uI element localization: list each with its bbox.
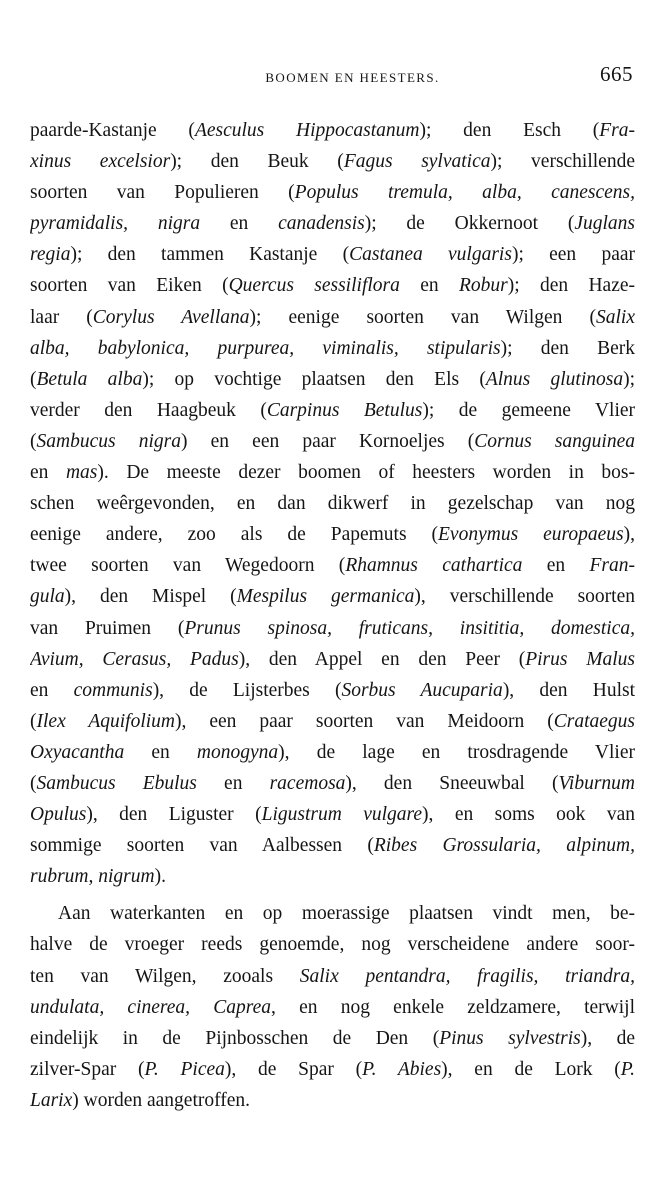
text-line xyxy=(30,302,635,333)
text-line xyxy=(30,1054,635,1085)
text-line xyxy=(30,961,635,992)
text-run: soorten van Eiken ( xyxy=(30,275,229,297)
text-run: paarde-Kastanje ( xyxy=(30,120,195,141)
text-run: en xyxy=(124,741,197,763)
text-run: ), verschillende soorten xyxy=(414,586,635,608)
italic-term: Fran- xyxy=(589,555,635,577)
text-line xyxy=(30,706,635,737)
text-line xyxy=(30,581,635,612)
italic-term: Carpinus Betulus xyxy=(266,399,423,421)
text-line xyxy=(30,799,635,830)
text-run: schen weêrgevonden, en dan dikwerf in gezelschap van nog xyxy=(30,493,635,515)
italic-term: Ligustrum vulgare xyxy=(261,804,423,826)
text-run: ). xyxy=(154,866,166,888)
text-run: ), xyxy=(623,524,635,546)
italic-term: Fagus sylvatica xyxy=(343,151,491,173)
italic-term: Crataegus xyxy=(553,710,635,732)
text-run: Aan waterkanten en op moerassige plaatsen vindt men, be- xyxy=(58,903,635,925)
text-line xyxy=(30,550,635,581)
text-run: en xyxy=(30,462,66,484)
italic-term: rubrum, nigrum xyxy=(30,866,155,888)
text-line xyxy=(30,177,635,208)
italic-term: Fra- xyxy=(599,120,635,141)
italic-term: Prunus spinosa, fruticans, insititia, domestica, xyxy=(184,617,635,639)
running-title: BOOMEN EN HEESTERS. xyxy=(265,70,440,85)
italic-term: P. xyxy=(620,1058,635,1080)
text-line xyxy=(30,395,635,426)
text-run: ); den Haze- xyxy=(507,275,635,297)
italic-term: Betula alba xyxy=(36,368,143,390)
text-line xyxy=(30,737,635,768)
text-line xyxy=(30,830,635,861)
italic-term: Sambucus Ebulus xyxy=(36,772,197,794)
italic-term: Castanea vulgaris xyxy=(349,244,512,266)
text-run: zilver-Spar ( xyxy=(30,1058,145,1080)
italic-term: alba, babylonica, purpurea, viminalis, stipularis xyxy=(30,337,501,359)
text-run: en xyxy=(522,555,590,577)
text-run: ( xyxy=(30,772,37,794)
text-run: ). De meeste dezer boomen of heesters worden in bos- xyxy=(97,462,635,484)
italic-term: Pinus sylvestris xyxy=(439,1027,581,1049)
text-line xyxy=(30,364,635,395)
text-run: eindelijk in de Pijnbosschen de Den ( xyxy=(30,1027,440,1049)
italic-term: canadensis xyxy=(278,213,365,235)
text-run: ), den Liguster ( xyxy=(86,804,262,826)
text-run: ( xyxy=(30,368,37,390)
text-run: en xyxy=(200,213,279,235)
italic-term: Rhamnus cathartica xyxy=(345,555,523,577)
text-line xyxy=(30,1085,635,1116)
text-line xyxy=(30,333,635,364)
text-line xyxy=(30,1023,635,1054)
text-run: ), de lage en trosdragende Vlier xyxy=(278,741,635,763)
italic-term: Quercus sessiliflora xyxy=(228,275,400,297)
text-run: ), de Spar ( xyxy=(224,1058,363,1080)
text-run: ); eenige soorten van Wilgen ( xyxy=(249,306,596,328)
text-line xyxy=(30,519,635,550)
text-line xyxy=(30,115,635,146)
text-run: en xyxy=(30,679,74,701)
text-line xyxy=(30,457,635,488)
text-run: van Pruimen ( xyxy=(30,617,185,639)
text-run: ) worden aangetroffen. xyxy=(72,1089,251,1111)
italic-term: gula xyxy=(30,586,65,608)
paragraph-trees-list xyxy=(30,115,635,892)
text-run: ); den Berk xyxy=(500,337,635,359)
italic-term: Robur xyxy=(458,275,508,297)
italic-term: Corylus Avellana xyxy=(92,306,250,328)
text-run: ), den Hulst xyxy=(502,679,635,701)
text-line xyxy=(30,768,635,799)
italic-term: monogyna xyxy=(196,741,279,763)
italic-term: Pirus Malus xyxy=(525,648,635,670)
italic-term: Sorbus Aucuparia xyxy=(341,679,503,701)
text-line xyxy=(30,270,635,301)
text-run: ), de xyxy=(580,1027,635,1049)
text-run: ); den Esch ( xyxy=(419,120,600,141)
text-run: ); verschillende xyxy=(490,151,635,173)
running-head xyxy=(32,62,633,90)
text-run: ), den Appel en den Peer ( xyxy=(238,648,526,670)
text-run: soorten van Populieren ( xyxy=(30,182,295,204)
text-run: twee soorten van Wegedoorn ( xyxy=(30,555,346,577)
text-run: ); een paar xyxy=(511,244,635,266)
text-run: ), een paar soorten van Meidoorn ( xyxy=(175,710,554,732)
text-line xyxy=(30,146,635,177)
italic-term: communis xyxy=(73,679,153,701)
text-line xyxy=(30,929,635,960)
text-run: ); de gemeene Vlier xyxy=(422,399,635,421)
text-run: ); den tammen Kastanje ( xyxy=(70,244,350,266)
text-run: ) en een paar Kornoeljes ( xyxy=(180,430,475,452)
italic-term: Salix xyxy=(596,306,635,328)
text-line xyxy=(30,644,635,675)
text-run: ); de Okkernoot ( xyxy=(364,213,575,235)
italic-term: racemosa xyxy=(269,772,346,794)
text-line xyxy=(30,992,635,1023)
text-run: laar ( xyxy=(30,306,93,328)
text-run: ), den Sneeuwbal ( xyxy=(345,772,559,794)
italic-term: regia xyxy=(30,244,71,266)
paragraph-waterside xyxy=(30,898,635,1116)
text-line xyxy=(30,675,635,706)
italic-term: Larix xyxy=(30,1089,73,1111)
text-line xyxy=(30,898,635,929)
italic-term: Cornus sanguinea xyxy=(474,430,635,452)
text-run: ); den Beuk ( xyxy=(170,151,344,173)
text-run: en xyxy=(196,772,270,794)
text-run: halve de vroeger reeds genoemde, nog verscheidene andere soor- xyxy=(30,934,635,956)
italic-term: P. Picea xyxy=(144,1058,225,1080)
italic-term: xinus excelsior xyxy=(30,151,171,173)
text-line xyxy=(30,426,635,457)
body-text xyxy=(30,115,635,1116)
italic-term: Mespilus germanica xyxy=(236,586,415,608)
italic-term: Oxyacantha xyxy=(30,741,125,763)
text-run: ( xyxy=(30,430,37,452)
text-line xyxy=(30,861,635,892)
italic-term: mas xyxy=(65,462,98,484)
italic-term: Juglans xyxy=(574,213,635,235)
text-run: ), en de Lork ( xyxy=(441,1058,621,1080)
italic-term: Ilex Aquifolium xyxy=(36,710,175,732)
italic-term: Avium, Cerasus, Padus xyxy=(30,648,239,670)
italic-term: pyramidalis, nigra xyxy=(30,213,201,235)
italic-term: Salix pentandra, fragilis, triandra, xyxy=(299,965,635,987)
italic-term: Aesculus Hippocastanum xyxy=(194,120,420,141)
italic-term: Ribes Grossularia, alpinum, xyxy=(373,835,635,857)
text-line xyxy=(30,488,635,519)
italic-term: Viburnum xyxy=(558,772,635,794)
text-line xyxy=(30,208,635,239)
text-run: ten van Wilgen, zooals xyxy=(30,965,300,987)
italic-term: Populus tremula, alba, canescens, xyxy=(294,182,635,204)
text-line xyxy=(30,239,635,270)
italic-term: Sambucus nigra xyxy=(36,430,181,452)
italic-term: Opulus xyxy=(30,804,87,826)
italic-term: Alnus glutinosa xyxy=(485,368,624,390)
text-run: ), de Lijsterbes ( xyxy=(152,679,342,701)
page-number: 665 xyxy=(600,62,633,86)
text-line xyxy=(30,613,635,644)
text-run: eenige andere, zoo als de Papemuts ( xyxy=(30,524,439,546)
text-run: sommige soorten van Aalbessen ( xyxy=(30,835,374,857)
italic-term: P. Abies xyxy=(362,1058,442,1080)
text-run: ), den Mispel ( xyxy=(64,586,237,608)
text-run: ); xyxy=(623,368,635,390)
text-run: ( xyxy=(30,710,37,732)
italic-term: undulata, cinerea, Caprea xyxy=(30,996,272,1018)
text-run: ); op vochtige plaatsen den Els ( xyxy=(142,368,486,390)
text-run: verder den Haagbeuk ( xyxy=(30,399,267,421)
text-run: , en nog enkele zeldzamere, terwijl xyxy=(271,996,635,1018)
text-run: en xyxy=(399,275,459,297)
italic-term: Evonymus europaeus xyxy=(438,524,624,546)
text-run: ), en soms ook van xyxy=(422,804,635,826)
